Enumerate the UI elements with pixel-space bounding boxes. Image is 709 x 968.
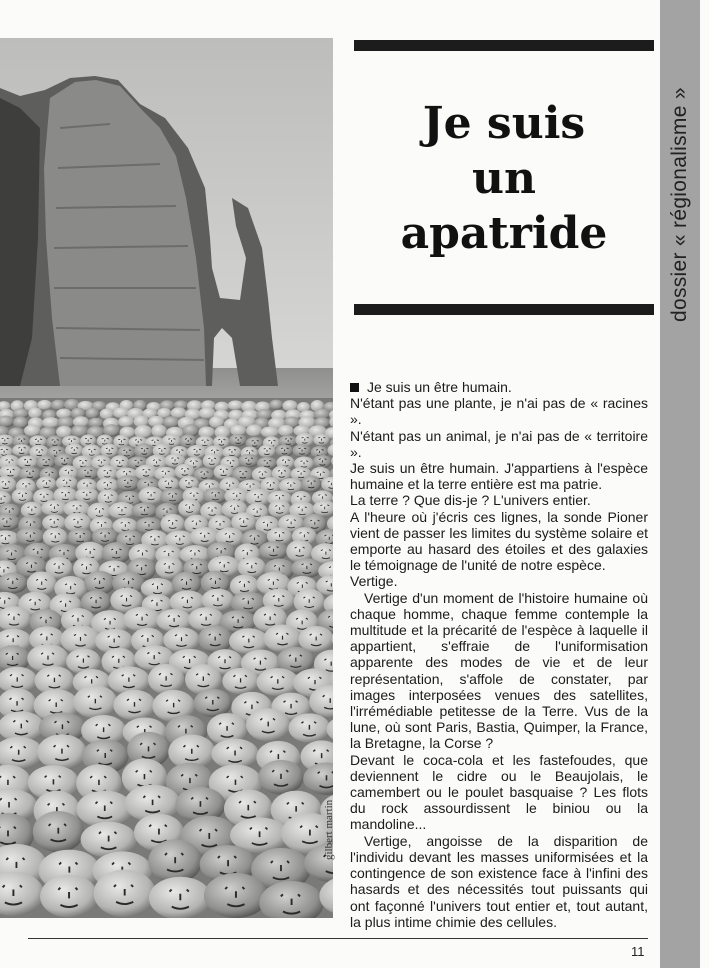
title-line-3: apatride — [400, 208, 608, 259]
article-title — [354, 96, 654, 261]
paragraph: Vertige, angoisse de la disparition de l'individu devant les masses uniformisées et la contingence de son existence face à l'infini des hasards et des nécessités tout puissants qui ont façonné l'univers tout entier et, tout autant, la plus intime chimie des cellules. — [350, 832, 648, 930]
article-body — [350, 379, 648, 930]
paragraph: Vertige d'un moment de l'histoire humaine où chaque homme, chaque femme contemple la multitude et la précarité de l'espèce à laquelle il appartient, s'effraie de l'uniformisation apparente des modes de vie et de leur représentation, s'affole de constater, par images interposées venues des satellites, l'irrémédiable petitesse de la Terre. Vus de la lune, où sont Paris, Bastia, Quimper, la France, la Bretagne, la Corse ? — [350, 589, 648, 752]
title-bottom-rule — [354, 304, 654, 315]
section-label: dossier « régionalisme » — [668, 87, 691, 322]
photo-credit: gilbert martin — [323, 799, 335, 860]
paragraph: N'étant pas une plante, je n'ai pas de « racines ». — [350, 395, 648, 428]
footer-rule — [28, 938, 648, 939]
bullet-square-icon — [350, 383, 359, 392]
paragraph: A l'heure où j'écris ces lignes, la sonde Pioner vient de passer les limites du système solaire et emporte au hasard des étoiles et des galaxies le témoignage de l'unité de notre espèce. — [350, 508, 648, 574]
title-line-1: Je suis — [422, 98, 586, 149]
cliff-with-smiling-pebbles-image — [0, 38, 333, 918]
paragraph: Je suis un être humain. J'appartiens à l'espèce humaine et la terre entière est ma patrie. — [350, 460, 648, 493]
lead-text: Je suis un être humain. — [367, 379, 512, 395]
paragraph: N'étant pas un animal, je n'ai pas de « territoire ». — [350, 427, 648, 460]
paragraph: Vertige. — [350, 573, 398, 590]
lead-paragraph — [350, 379, 648, 395]
paragraph: Devant le coca-cola et les fastefoudes, que deviennent le cidre ou le Beaujolais, le camembert ou le poulet basquaise ? Les flots du rock assourdissent le biniou ou la mandoline... — [350, 751, 648, 833]
paragraph: La terre ? Que dis-je ? L'univers entier. — [350, 492, 591, 509]
title-top-rule — [354, 40, 654, 51]
title-line-2: un — [472, 153, 536, 204]
article-photo — [0, 38, 333, 918]
page-number: 11 — [631, 944, 645, 959]
